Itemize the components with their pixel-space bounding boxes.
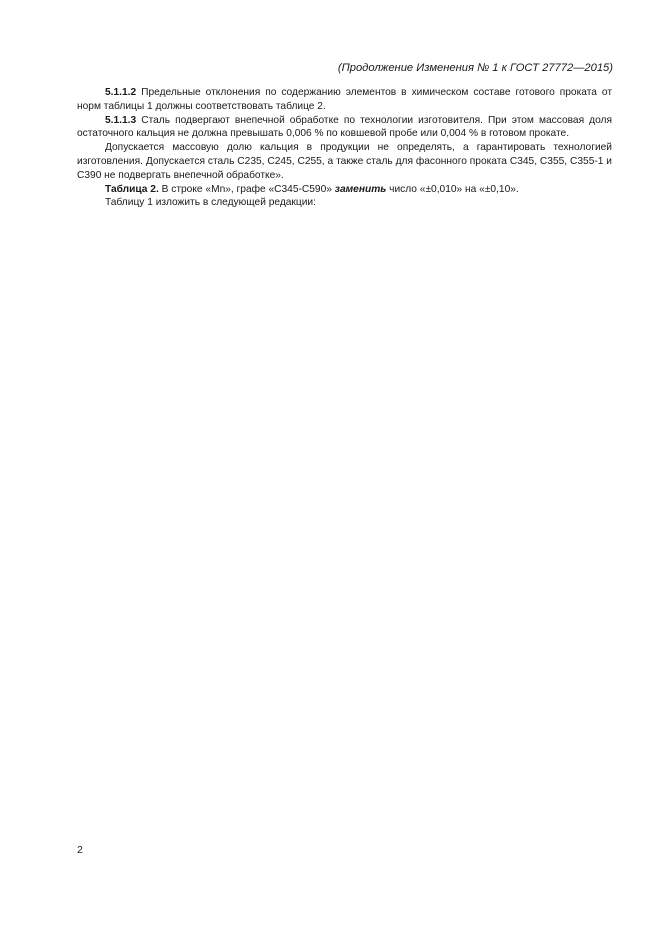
running-header: (Продолжение Изменения № 1 к ГОСТ 27772—2015) [337, 62, 613, 74]
paragraph-table-1-intro [77, 196, 612, 210]
paragraph-text: Предельные отклонения по содержанию элементов в химическом составе готового проката от норм таблицы 1 должны соответствовать таблице 2. [77, 87, 612, 112]
paragraph-text: Допускается массовую долю кальция в продукции не определять, а гарантировать технологией изготовления. Допускается сталь С235, С245, С255, а также сталь для фасонного проката С345, С355, С355-1 и С390 не подвергать внепечной обработке». [77, 142, 612, 181]
clause-number: 5.1.1.3 [105, 114, 137, 126]
paragraph-5-1-1-2 [77, 86, 612, 114]
paragraph-text: Сталь подвергают внепечной обработке по технологии изготовителя. При этом массовая доля остаточного кальция не должна превышать 0,006 % по ковшевой пробе или 0,004 % в готовом прокате. [77, 114, 612, 140]
action-keyword: заменить [334, 183, 387, 195]
table-reference: Таблица 2. [105, 183, 159, 195]
body-text [77, 86, 612, 210]
clause-number: 5.1.1.2 [105, 87, 137, 98]
paragraph-table-2-change [77, 183, 612, 197]
paragraph-text: Таблицу 1 изложить в следующей редакции: [105, 197, 316, 209]
paragraph-text: В строке «Mn», графе «С345-С590» [158, 183, 335, 195]
paragraph-text: число «±0,010» на «±0,10». [386, 183, 519, 195]
paragraph-calcium-note [77, 141, 612, 182]
paragraph-5-1-1-3 [77, 114, 612, 142]
page-number: 2 [77, 844, 83, 856]
